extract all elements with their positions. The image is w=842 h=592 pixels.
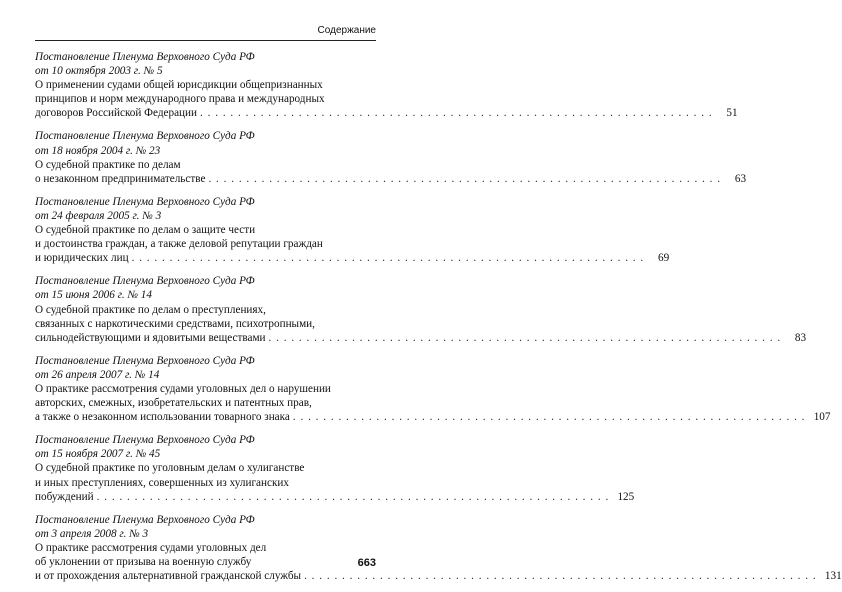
toc-entry-page-number: 69 <box>658 252 670 265</box>
toc-entry-decree-title: от 24 февраля 2005 г. № 3 <box>35 209 162 222</box>
toc-entry-last-line <box>35 410 831 424</box>
toc-entry-subject-line: об уклонении от призыва на военную службу <box>35 556 252 568</box>
toc-entry-decree-title: Постановление Пленума Верховного Суда РФ <box>35 513 255 526</box>
toc-entry-subject-line: о незаконном предпринимательстве <box>35 172 206 185</box>
toc-entry-subject-line: сильнодействующими и ядовитыми веществами <box>35 331 266 344</box>
toc-entry-page-number: 131 <box>824 570 842 583</box>
toc-entry-subject-line: О судебной практике по делам <box>35 158 181 171</box>
toc-entry <box>35 513 842 583</box>
toc-entry-subject-line: и достоинства граждан, а также деловой репутации граждан <box>35 238 323 251</box>
toc-entry-page-number: 51 <box>726 107 738 120</box>
toc-entry-last-line <box>35 331 807 345</box>
toc-entry-decree-title: Постановление Пленума Верховного Суда РФ <box>35 130 255 143</box>
toc-entry-decree-title: от 10 октября 2003 г. № 5 <box>35 65 163 78</box>
toc-entry-subject-line: О практике рассмотрения судами уголовных дел о нарушении <box>35 382 331 395</box>
toc-entry-subject-line: и от прохождения альтернативной гражданской службы <box>35 570 302 583</box>
toc-entry-decree-title: Постановление Пленума Верховного Суда РФ <box>35 354 255 367</box>
toc-entry-decree-title: от 15 ноября 2007 г. № 45 <box>35 448 161 461</box>
dot-leader: . . . . . . . . . . . . . . . . . . . . . . . . . . . . . . . . . . . . . . . . . . . . . . . . . . . . . . . . . . . . . . . . . . . . <box>96 490 610 503</box>
toc-entry-decree-title: от 26 апреля 2007 г. № 14 <box>35 368 160 381</box>
toc-entry-subject-line: авторских, смежных, изобретательских и патентных прав, <box>35 397 312 410</box>
toc-entry <box>35 433 635 503</box>
dot-leader: . . . . . . . . . . . . . . . . . . . . . . . . . . . . . . . . . . . . . . . . . . . . . . . . . . . . . . . . . . . . . . . . . . . . <box>268 331 782 344</box>
toc-entry-subject-line: побуждений <box>35 490 94 503</box>
toc-entry-subject-line: О практике рассмотрения судами уголовных дел <box>35 541 267 554</box>
toc-entry-subject-line: О судебной практике по уголовным делам о хулиганстве <box>35 462 305 475</box>
toc-entry-page-number: 107 <box>813 411 831 424</box>
dot-leader: . . . . . . . . . . . . . . . . . . . . . . . . . . . . . . . . . . . . . . . . . . . . . . . . . . . . . . . . . . . . . . . . . . . . <box>131 252 645 265</box>
toc-entry-decree-title: от 15 июня 2006 г. № 14 <box>35 289 152 302</box>
toc-entry <box>35 274 807 344</box>
toc-entry-last-line <box>35 251 670 265</box>
dot-leader: . . . . . . . . . . . . . . . . . . . . . . . . . . . . . . . . . . . . . . . . . . . . . . . . . . . . . . . . . . . . . . . . . . . . <box>200 107 713 120</box>
table-of-contents <box>35 50 842 592</box>
toc-entry-decree-title: от 3 апреля 2008 г. № 3 <box>35 527 149 540</box>
toc-entry-decree-title: от 18 ноября 2004 г. № 23 <box>35 144 161 157</box>
toc-entry-subject-line: договоров Российской Федерации <box>35 107 198 120</box>
running-header <box>35 24 376 41</box>
toc-entry-decree-title: Постановление Пленума Верховного Суда РФ <box>35 434 255 447</box>
toc-entry <box>35 50 738 120</box>
toc-entry-decree-title: Постановление Пленума Верховного Суда РФ <box>35 195 255 208</box>
dot-leader: . . . . . . . . . . . . . . . . . . . . . . . . . . . . . . . . . . . . . . . . . . . . . . . . . . . . . . . . . . . . . . . . . . . . <box>208 172 722 185</box>
dot-leader: . . . . . . . . . . . . . . . . . . . . . . . . . . . . . . . . . . . . . . . . . . . . . . . . . . . . . . . . . . . . . . . . . . . . <box>292 411 806 424</box>
toc-entry-subject-line: О судебной практике по делам о преступлениях, <box>35 303 266 316</box>
toc-entry <box>35 354 831 424</box>
toc-entry-last-line <box>35 490 635 504</box>
toc-entry-subject-line: и юридических лиц <box>35 252 129 265</box>
toc-entry-page-number: 63 <box>734 172 747 185</box>
toc-entry-subject-line: связанных с наркотическими средствами, психотропными, <box>35 317 315 330</box>
toc-entry-decree-title: Постановление Пленума Верховного Суда РФ <box>35 275 255 288</box>
toc-entry-subject-line: а также о незаконном использовании товарного знака <box>35 411 290 424</box>
toc-entry <box>35 195 670 265</box>
toc-entry-subject-line: принципов и норм международного права и международных <box>35 93 325 106</box>
page-number: 663 <box>357 557 376 569</box>
toc-entry-decree-title: Постановление Пленума Верховного Суда РФ <box>35 51 255 63</box>
toc-entry-page-number: 83 <box>794 331 807 344</box>
toc-entry-subject-line: О применении судами общей юрисдикции общепризнанных <box>35 79 323 92</box>
section-title: Содержание <box>317 25 376 36</box>
toc-entry-subject-line: и иных преступлениях, совершенных из хулиганских <box>35 476 289 489</box>
toc-entry-last-line <box>35 106 738 120</box>
toc-entry <box>35 129 747 185</box>
toc-entry-last-line <box>35 172 747 186</box>
toc-entry-subject-line: О судебной практике по делам о защите чести <box>35 224 256 237</box>
toc-entry-page-number: 125 <box>617 490 635 503</box>
toc-entry-last-line <box>35 569 842 583</box>
dot-leader: . . . . . . . . . . . . . . . . . . . . . . . . . . . . . . . . . . . . . . . . . . . . . . . . . . . . . . . . . . . . . . . . . . . . <box>304 570 817 583</box>
